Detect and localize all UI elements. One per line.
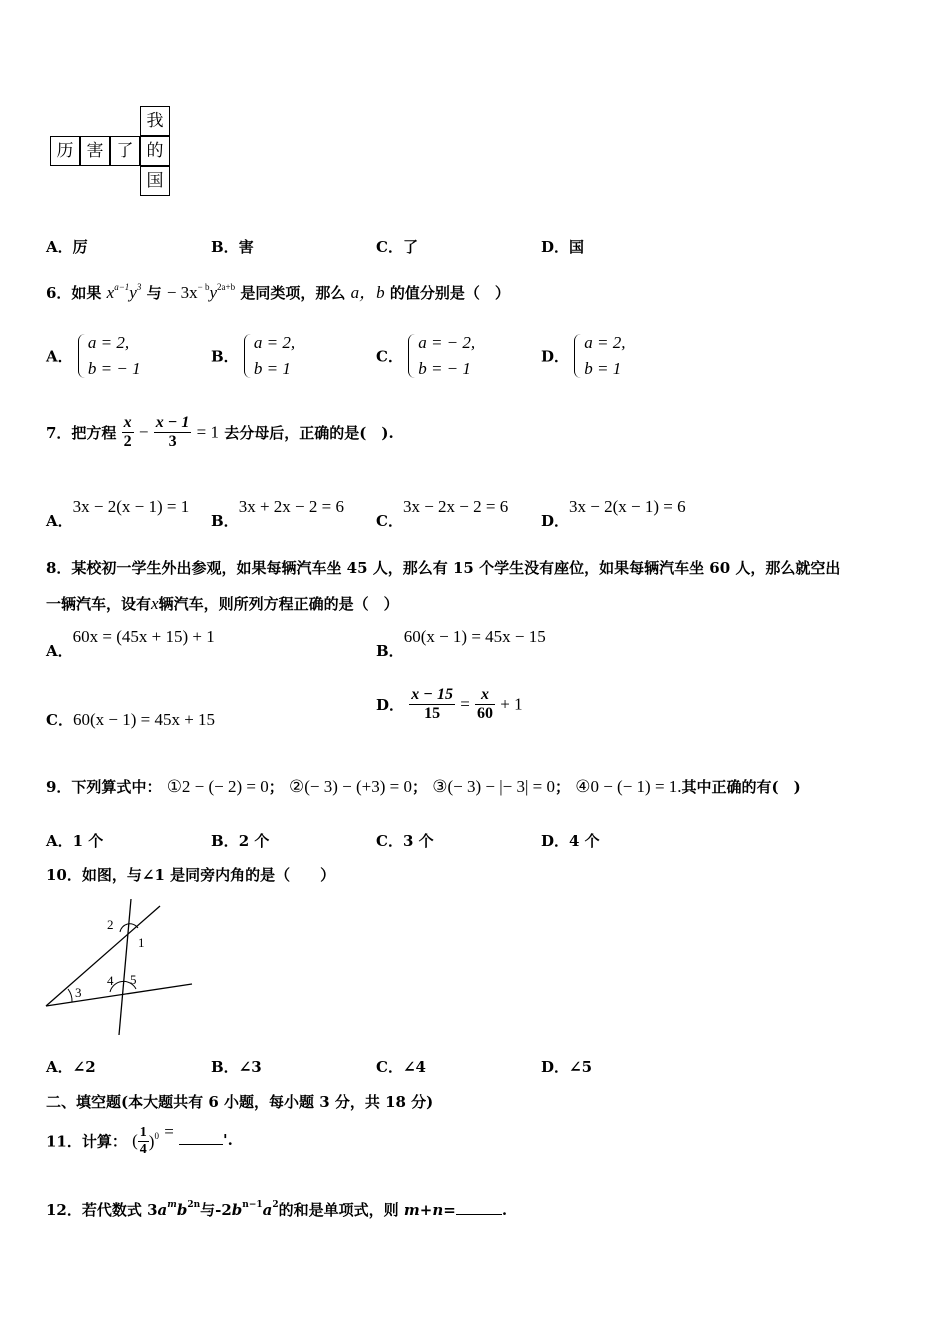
q7-option-c: C．3x − 2x − 2 = 6 [376,497,509,530]
q9-option-a: A．1 个 [46,832,104,850]
q9-option-c: C．3 个 [376,832,434,850]
question-9-stem: 9．下列算式中： ①2 − (− 2) = 0； ②(− 3) − (+3) = 0； ③(− 3) − |− 3| = 0； ④0 − (− 1) = 1.其中正确的有( ) [46,777,801,796]
q9-option-b: B．2 个 [211,832,270,850]
q10-option-c: C．∠4 [376,1058,426,1076]
question-11-stem: 11．计算： ( $\frac{1}{4}$ )$^0$ = '. [46,1122,233,1157]
q6-option-a: A． a = 2, b = − 1 [46,333,141,378]
q5-option-a: A．厉 [46,238,88,256]
angle-label-4: 4 [107,973,114,988]
q8-option-c: C．60(x − 1) = 45x + 15 [46,710,216,729]
question-10-stem: 10．如图，与∠1 是同旁内角的是（ ） [46,866,336,884]
q8-option-b: B．60(x − 1) = 45x − 15 [376,627,546,660]
q10-option-b: B．∠3 [211,1058,262,1076]
angle-label-3: 3 [75,985,82,1000]
q11-answer-blank[interactable] [179,1144,223,1145]
q10-option-d: D．∠5 [541,1058,593,1076]
q8-option-d: D． $\frac{x - 15}{15}$ = $\frac{x}{60}$ + 1 [376,686,523,722]
net-cell: 的 [140,136,170,166]
q10-option-a: A．∠2 [46,1058,96,1076]
q7-option-a: A．3x − 2(x − 1) = 1 [46,497,190,530]
question-8-line2: 一辆汽车，设有x辆汽车，则所列方程正确的是（ ） [46,594,399,613]
net-cell: 害 [80,136,110,166]
q9-option-d: D．4 个 [541,832,600,850]
q7-option-d: D．3x − 2(x − 1) = 6 [541,497,686,530]
net-cell: 历 [50,136,80,166]
net-cell: 了 [110,136,140,166]
section-2-title: 二、填空题(本大题共有 6 小题，每小题 3 分，共 18 分) [46,1093,434,1111]
question-6-stem: 6．如果 $x^{a-1}y^3$ 与 − $3x^{- b}y^{2a+b}$ 是同类项，那么 a，b 的值分别是（ ） [46,282,510,302]
q5-option-b: B．害 [211,238,254,256]
q6-option-d: D． a = 2, b = 1 [541,333,626,378]
q8-option-a: A．60x = (45x + 15) + 1 [46,627,215,660]
question-8-line1: 8．某校初一学生外出参观，如果每辆汽车坐 45 人，那么有 15 个学生没有座位，如果每辆汽车坐 60 人，那么就空出 [46,559,841,577]
q12-answer-blank[interactable] [456,1214,502,1215]
net-cell: 我 [140,106,170,136]
question-7-stem: 7．把方程 $\frac{x}{2}$ − $\frac{x - 1}{3}$ = 1 去分母后，正确的是( ). [46,414,394,450]
angle-label-5: 5 [130,972,137,987]
angle-label-1: 1 [138,935,145,950]
question-12-stem: 12．若代数式 $3a^mb^{2n}$与$-2b^{n-1}a^2$的和是单项式，则 m+n= . [46,1200,508,1219]
q5-option-d: D．国 [541,238,585,256]
net-cell: 国 [140,166,170,196]
transversal-line-c [119,899,131,1035]
angle-label-2: 2 [107,917,114,932]
q5-option-c: C．了 [376,238,418,256]
q6-option-b: B． a = 2, b = 1 [211,333,296,378]
q6-option-c: C． a = − 2, b = − 1 [376,333,476,378]
q7-option-b: B．3x + 2x − 2 = 6 [211,497,344,530]
angles-figure [40,895,200,1040]
